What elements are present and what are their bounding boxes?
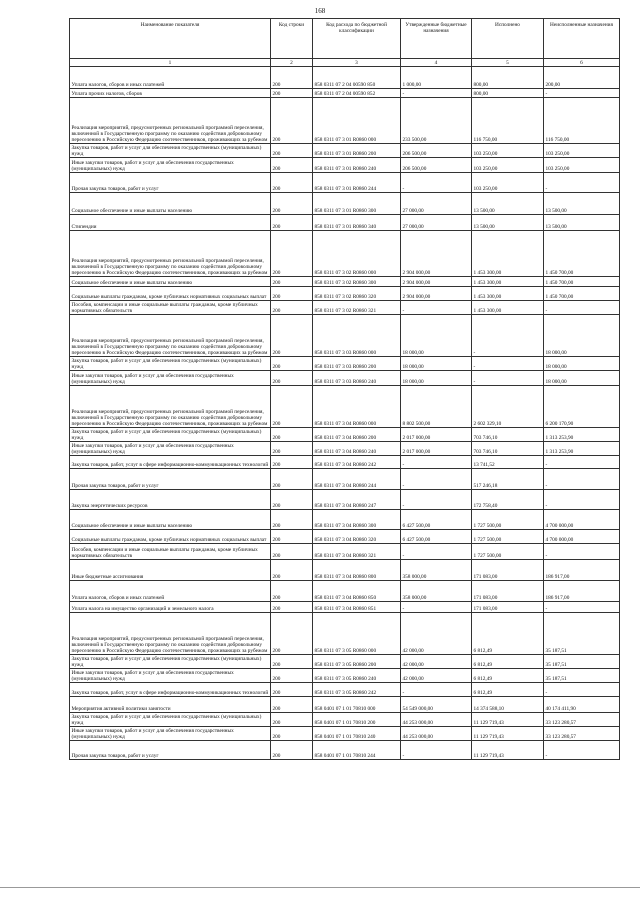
row-line-code-cell: 200	[271, 490, 313, 510]
row-name-cell: Уплата налога на имущество организаций и земельного налога	[70, 602, 271, 613]
row-approved-cell: 2 017 000,00	[401, 442, 472, 456]
row-name-cell: Уплата налогов, сборов и иных платежей	[70, 67, 271, 89]
row-line-code-cell: 200	[271, 510, 313, 530]
row-executed-cell: 116 750,00	[472, 98, 544, 144]
row-executed-cell: 172 758,40	[472, 490, 544, 510]
row-unexecuted-cell: -	[544, 683, 620, 697]
table-row	[70, 469, 620, 490]
table-row	[70, 530, 620, 544]
row-budget-code-cell: 858 0311 07 3 01 R0860 300	[313, 193, 401, 215]
row-executed-cell: 1 727 500,00	[472, 530, 544, 544]
row-unexecuted-cell: 13 500,00	[544, 193, 620, 215]
row-name-cell: Реализация мероприятий, предусмотренных региональной программой переселения, включенной в Государственную программу по оказанию содействия добровольному переселению в Российскую Федерацию соотечественников, проживающих за рубежом	[70, 386, 271, 428]
row-budget-code-cell: 858 0311 07 3 04 R0860 247	[313, 490, 401, 510]
table-row	[70, 442, 620, 456]
row-name-cell: Иные закупки товаров, работ и услуг для обеспечения государственных (муниципальных) нужд	[70, 669, 271, 683]
table-row	[70, 287, 620, 301]
column-number: 1	[70, 59, 271, 67]
row-line-code-cell: 200	[271, 371, 313, 386]
row-budget-code-cell: 858 0401 07 1 01 70810 000	[313, 697, 401, 713]
row-executed-cell: 103 250,00	[472, 144, 544, 158]
row-approved-cell: -	[401, 456, 472, 469]
col-header-approved: Утвержденные бюджетные назначения	[401, 19, 472, 59]
row-approved-cell: -	[401, 544, 472, 560]
row-line-code-cell: 200	[271, 89, 313, 98]
row-approved-cell: 18 000,00	[401, 371, 472, 386]
row-unexecuted-cell: 40 174 411,90	[544, 697, 620, 713]
table-row	[70, 602, 620, 613]
row-unexecuted-cell: 1 313 253,90	[544, 442, 620, 456]
row-approved-cell: -	[401, 602, 472, 613]
row-line-code-cell: 200	[271, 158, 313, 173]
row-approved-cell: 2 904 000,00	[401, 231, 472, 277]
row-name-cell: Закупка энергетических ресурсов	[70, 490, 271, 510]
row-executed-cell: -	[472, 371, 544, 386]
row-approved-cell: 18 000,00	[401, 357, 472, 371]
row-budget-code-cell: 858 0311 07 3 04 R0860 244	[313, 469, 401, 490]
row-name-cell: Уплата налогов, сборов и иных платежей	[70, 581, 271, 602]
row-budget-code-cell: 858 0311 07 3 04 R0860 240	[313, 442, 401, 456]
row-unexecuted-cell: 4 700 000,00	[544, 510, 620, 530]
row-approved-cell: -	[401, 741, 472, 760]
row-name-cell: Закупка товаров, работ и услуг для обеспечения государственных (муниципальных) нужд	[70, 428, 271, 442]
row-name-cell: Реализация мероприятий, предусмотренных региональной программой переселения, включенной в Государственную программу по оказанию содействия добровольному переселению в Российскую Федерацию соотечественников, проживающих за рубежом	[70, 613, 271, 655]
row-budget-code-cell: 858 0311 07 3 05 R0860 240	[313, 669, 401, 683]
row-budget-code-cell: 858 0401 07 1 01 70810 200	[313, 713, 401, 727]
row-unexecuted-cell: 1 450 700,00	[544, 231, 620, 277]
row-approved-cell: -	[401, 490, 472, 510]
row-line-code-cell: 200	[271, 173, 313, 193]
row-line-code-cell: 200	[271, 727, 313, 741]
row-unexecuted-cell: 33 123 280,57	[544, 727, 620, 741]
row-unexecuted-cell: 186 917,00	[544, 581, 620, 602]
page-bottom-rule	[0, 887, 640, 888]
row-budget-code-cell: 858 0311 07 3 04 R0860 320	[313, 530, 401, 544]
table-row	[70, 371, 620, 386]
budget-execution-table	[69, 18, 620, 760]
row-line-code-cell: 200	[271, 469, 313, 490]
row-line-code-cell: 200	[271, 544, 313, 560]
table-row	[70, 683, 620, 697]
row-budget-code-cell: 858 0401 07 1 01 70810 244	[313, 741, 401, 760]
row-name-cell: Закупка товаров, работ и услуг для обеспечения государственных (муниципальных) нужд	[70, 655, 271, 669]
row-line-code-cell: 200	[271, 98, 313, 144]
row-line-code-cell: 200	[271, 713, 313, 727]
row-unexecuted-cell: -	[544, 602, 620, 613]
table-row	[70, 215, 620, 231]
row-unexecuted-cell: 35 187,51	[544, 613, 620, 655]
row-budget-code-cell: 858 0311 07 3 02 R0860 320	[313, 287, 401, 301]
row-executed-cell: 1 453 300,00	[472, 287, 544, 301]
row-executed-cell: 11 129 719,43	[472, 727, 544, 741]
row-budget-code-cell: 858 0311 07 3 02 R0860 321	[313, 301, 401, 315]
row-budget-code-cell: 858 0311 07 3 04 R0860 321	[313, 544, 401, 560]
row-executed-cell: 703 746,10	[472, 442, 544, 456]
table-row	[70, 277, 620, 287]
row-budget-code-cell: 858 0311 07 3 01 R0860 340	[313, 215, 401, 231]
row-name-cell: Закупка товаров, работ и услуг для обеспечения государственных (муниципальных) нужд	[70, 713, 271, 727]
row-line-code-cell: 200	[271, 428, 313, 442]
row-approved-cell: 206 500,00	[401, 158, 472, 173]
row-line-code-cell: 200	[271, 315, 313, 357]
row-unexecuted-cell: 18 000,00	[544, 371, 620, 386]
row-unexecuted-cell: 18 000,00	[544, 315, 620, 357]
table-row	[70, 727, 620, 741]
table-row	[70, 98, 620, 144]
row-unexecuted-cell: 103 250,00	[544, 158, 620, 173]
table-body	[70, 67, 620, 760]
row-executed-cell: 171 083,00	[472, 560, 544, 581]
row-line-code-cell: 200	[271, 655, 313, 669]
row-line-code-cell: 200	[271, 741, 313, 760]
row-budget-code-cell: 858 0311 07 3 02 R0860 300	[313, 277, 401, 287]
row-name-cell: Пособия, компенсации и иные социальные выплаты гражданам, кроме публичных нормативных обязательств	[70, 544, 271, 560]
row-budget-code-cell: 858 0311 07 3 05 R0860 200	[313, 655, 401, 669]
row-line-code-cell: 200	[271, 560, 313, 581]
row-name-cell: Прочая закупка товаров, работ и услуг	[70, 173, 271, 193]
row-unexecuted-cell: -	[544, 490, 620, 510]
row-executed-cell: 13 741,52	[472, 456, 544, 469]
table-row	[70, 613, 620, 655]
row-unexecuted-cell: 116 750,00	[544, 98, 620, 144]
column-number: 5	[472, 59, 544, 67]
row-name-cell: Иные бюджетные ассигнования	[70, 560, 271, 581]
row-approved-cell: 42 000,00	[401, 613, 472, 655]
row-executed-cell: 14 374 588,10	[472, 697, 544, 713]
row-executed-cell: 6 812,49	[472, 613, 544, 655]
row-unexecuted-cell: 33 123 280,57	[544, 713, 620, 727]
row-budget-code-cell: 858 0311 07 3 04 R0860 300	[313, 510, 401, 530]
row-approved-cell: 44 253 000,00	[401, 713, 472, 727]
row-unexecuted-cell: 1 450 700,00	[544, 287, 620, 301]
table-row	[70, 173, 620, 193]
table-row	[70, 655, 620, 669]
table-row	[70, 193, 620, 215]
row-line-code-cell: 200	[271, 697, 313, 713]
row-name-cell: Иные закупки товаров, работ и услуг для обеспечения государственных (муниципальных) нужд	[70, 442, 271, 456]
row-line-code-cell: 200	[271, 357, 313, 371]
row-unexecuted-cell: -	[544, 456, 620, 469]
row-name-cell: Закупка товаров, работ, услуг в сфере информационно-коммуникационных технологий	[70, 456, 271, 469]
row-approved-cell: 233 500,00	[401, 98, 472, 144]
table-row	[70, 581, 620, 602]
row-budget-code-cell: 858 0311 07 3 04 R0860 851	[313, 602, 401, 613]
row-line-code-cell: 200	[271, 67, 313, 89]
row-budget-code-cell: 858 0311 07 3 01 R0860 000	[313, 98, 401, 144]
row-name-cell: Реализация мероприятий, предусмотренных региональной программой переселения, включенной в Государственную программу по оказанию содействия добровольному переселению в Российскую Федерацию соотечественников, проживающих за рубежом	[70, 231, 271, 277]
col-header-budget-code: Код расхода по бюджетной классификации	[313, 19, 401, 59]
row-line-code-cell: 200	[271, 613, 313, 655]
row-line-code-cell: 200	[271, 215, 313, 231]
row-approved-cell: 42 000,00	[401, 655, 472, 669]
row-line-code-cell: 200	[271, 193, 313, 215]
row-name-cell: Закупка товаров, работ, услуг в сфере информационно-коммуникационных технологий	[70, 683, 271, 697]
row-budget-code-cell: 858 0311 07 2 04 00590 852	[313, 89, 401, 98]
row-executed-cell: 13 500,00	[472, 215, 544, 231]
row-budget-code-cell: 858 0311 07 3 03 R0860 000	[313, 315, 401, 357]
row-approved-cell: 44 253 000,00	[401, 727, 472, 741]
row-unexecuted-cell: -	[544, 544, 620, 560]
row-name-cell: Социальное обеспечение и иные выплаты населению	[70, 510, 271, 530]
row-unexecuted-cell: 186 917,00	[544, 560, 620, 581]
column-number: 6	[544, 59, 620, 67]
row-approved-cell: 2 904 000,00	[401, 277, 472, 287]
row-name-cell: Закупка товаров, работ и услуг для обеспечения государственных (муниципальных) нужд	[70, 144, 271, 158]
row-approved-cell: 27 000,00	[401, 215, 472, 231]
row-executed-cell: 2 602 329,10	[472, 386, 544, 428]
row-approved-cell: 2 904 000,00	[401, 287, 472, 301]
table-row	[70, 456, 620, 469]
row-name-cell: Социальные выплаты гражданам, кроме публичных нормативных социальных выплат	[70, 530, 271, 544]
row-executed-cell: 517 246,18	[472, 469, 544, 490]
row-line-code-cell: 200	[271, 287, 313, 301]
table-row	[70, 357, 620, 371]
row-executed-cell: 800,00	[472, 89, 544, 98]
row-executed-cell: 1 453 300,00	[472, 301, 544, 315]
row-name-cell: Социальные выплаты гражданам, кроме публичных нормативных социальных выплат	[70, 287, 271, 301]
row-executed-cell: 6 812,49	[472, 655, 544, 669]
row-name-cell: Иные закупки товаров, работ и услуг для обеспечения государственных (муниципальных) нужд	[70, 371, 271, 386]
column-number-row	[70, 59, 620, 67]
table-row	[70, 669, 620, 683]
row-line-code-cell: 200	[271, 530, 313, 544]
table-row	[70, 544, 620, 560]
table-row	[70, 490, 620, 510]
table-row	[70, 697, 620, 713]
row-approved-cell: 54 549 000,00	[401, 697, 472, 713]
row-line-code-cell: 200	[271, 442, 313, 456]
row-budget-code-cell: 858 0311 07 3 01 R0860 244	[313, 173, 401, 193]
row-unexecuted-cell: -	[544, 301, 620, 315]
table-row	[70, 315, 620, 357]
row-approved-cell: -	[401, 683, 472, 697]
table-header-row	[70, 19, 620, 59]
col-header-name: Наименование показателя	[70, 19, 271, 59]
row-unexecuted-cell: 200,00	[544, 67, 620, 89]
row-name-cell: Иные закупки товаров, работ и услуг для обеспечения государственных (муниципальных) нужд	[70, 727, 271, 741]
row-line-code-cell: 200	[271, 144, 313, 158]
row-name-cell: Реализация мероприятий, предусмотренных региональной программой переселения, включенной в Государственную программу по оказанию содействия добровольному переселению в Российскую Федерацию соотечественников, проживающих за рубежом	[70, 98, 271, 144]
row-line-code-cell: 200	[271, 683, 313, 697]
row-budget-code-cell: 858 0401 07 1 01 70810 240	[313, 727, 401, 741]
row-unexecuted-cell: 6 200 170,90	[544, 386, 620, 428]
table-row	[70, 231, 620, 277]
row-approved-cell: 2 017 000,00	[401, 428, 472, 442]
row-executed-cell: 171 083,00	[472, 581, 544, 602]
row-approved-cell: -	[401, 301, 472, 315]
row-unexecuted-cell: 18 000,00	[544, 357, 620, 371]
row-name-cell: Прочая закупка товаров, работ и услуг	[70, 741, 271, 760]
row-name-cell: Реализация мероприятий, предусмотренных региональной программой переселения, включенной в Государственную программу по оказанию содействия добровольному переселению в Российскую Федерацию соотечественников, проживающих за рубежом	[70, 315, 271, 357]
row-approved-cell: -	[401, 173, 472, 193]
row-executed-cell: 6 812,49	[472, 669, 544, 683]
table-row	[70, 560, 620, 581]
table-row	[70, 741, 620, 760]
row-executed-cell: 703 746,10	[472, 428, 544, 442]
table-row	[70, 386, 620, 428]
row-unexecuted-cell: -	[544, 89, 620, 98]
row-approved-cell: -	[401, 469, 472, 490]
col-header-line-code: Код строки	[271, 19, 313, 59]
row-unexecuted-cell: 13 500,00	[544, 215, 620, 231]
row-budget-code-cell: 858 0311 07 3 03 R0860 200	[313, 357, 401, 371]
row-executed-cell: 6 812,49	[472, 683, 544, 697]
row-unexecuted-cell: 1 313 253,90	[544, 428, 620, 442]
row-approved-cell: 42 000,00	[401, 669, 472, 683]
row-name-cell: Социальное обеспечение и иные выплаты населению	[70, 277, 271, 287]
row-budget-code-cell: 858 0311 07 3 05 R0860 242	[313, 683, 401, 697]
row-budget-code-cell: 858 0311 07 3 02 R0860 000	[313, 231, 401, 277]
row-executed-cell: 103 250,00	[472, 158, 544, 173]
row-name-cell: Пособия, компенсации и иные социальные выплаты гражданам, кроме публичных нормативных обязательств	[70, 301, 271, 315]
row-approved-cell: 1 000,00	[401, 67, 472, 89]
row-line-code-cell: 200	[271, 301, 313, 315]
column-number: 2	[271, 59, 313, 67]
row-approved-cell: 8 802 500,00	[401, 386, 472, 428]
row-name-cell: Иные закупки товаров, работ и услуг для обеспечения государственных (муниципальных) нужд	[70, 158, 271, 173]
row-name-cell: Мероприятия активной политики занятости	[70, 697, 271, 713]
table-row	[70, 158, 620, 173]
row-executed-cell: 1 453 300,00	[472, 231, 544, 277]
row-executed-cell: 11 129 719,43	[472, 713, 544, 727]
row-approved-cell: 206 500,00	[401, 144, 472, 158]
row-unexecuted-cell: 35 187,51	[544, 655, 620, 669]
row-budget-code-cell: 858 0311 07 3 04 R0860 800	[313, 560, 401, 581]
row-line-code-cell: 200	[271, 581, 313, 602]
row-budget-code-cell: 858 0311 07 3 04 R0860 200	[313, 428, 401, 442]
row-executed-cell: -	[472, 357, 544, 371]
row-name-cell: Стипендии	[70, 215, 271, 231]
table-row	[70, 144, 620, 158]
col-header-unexecuted: Неисполненные назначения	[544, 19, 620, 59]
row-budget-code-cell: 858 0311 07 3 01 R0860 240	[313, 158, 401, 173]
row-approved-cell: -	[401, 89, 472, 98]
row-line-code-cell: 200	[271, 386, 313, 428]
row-executed-cell: 13 500,00	[472, 193, 544, 215]
row-unexecuted-cell: -	[544, 741, 620, 760]
row-budget-code-cell: 858 0311 07 3 05 R0860 000	[313, 613, 401, 655]
row-name-cell: Прочая закупка товаров, работ и услуг	[70, 469, 271, 490]
column-number: 4	[401, 59, 472, 67]
row-name-cell: Социальное обеспечение и иные выплаты населению	[70, 193, 271, 215]
row-line-code-cell: 200	[271, 231, 313, 277]
row-line-code-cell: 200	[271, 456, 313, 469]
table-row	[70, 713, 620, 727]
row-approved-cell: 358 000,00	[401, 560, 472, 581]
row-unexecuted-cell: 35 187,51	[544, 669, 620, 683]
col-header-executed: Исполнено	[472, 19, 544, 59]
table-row	[70, 301, 620, 315]
table-row	[70, 67, 620, 89]
row-budget-code-cell: 858 0311 07 3 01 R0860 200	[313, 144, 401, 158]
row-budget-code-cell: 858 0311 07 3 04 R0860 000	[313, 386, 401, 428]
table-row	[70, 428, 620, 442]
row-unexecuted-cell: -	[544, 469, 620, 490]
row-executed-cell: 1 727 500,00	[472, 544, 544, 560]
row-executed-cell: 1 453 300,00	[472, 277, 544, 287]
row-budget-code-cell: 858 0311 07 3 03 R0860 240	[313, 371, 401, 386]
row-line-code-cell: 200	[271, 602, 313, 613]
row-approved-cell: 27 000,00	[401, 193, 472, 215]
row-approved-cell: 6 427 500,00	[401, 510, 472, 530]
row-executed-cell: 171 083,00	[472, 602, 544, 613]
row-name-cell: Закупка товаров, работ и услуг для обеспечения государственных (муниципальных) нужд	[70, 357, 271, 371]
row-name-cell: Уплата прочих налогов, сборов	[70, 89, 271, 98]
page-number: 168	[314, 7, 326, 15]
row-executed-cell: 1 727 500,00	[472, 510, 544, 530]
table-row	[70, 89, 620, 98]
row-unexecuted-cell: 1 450 700,00	[544, 277, 620, 287]
row-approved-cell: 18 000,00	[401, 315, 472, 357]
column-number: 3	[313, 59, 401, 67]
row-approved-cell: 6 427 500,00	[401, 530, 472, 544]
table-row	[70, 510, 620, 530]
row-budget-code-cell: 858 0311 07 3 04 R0860 242	[313, 456, 401, 469]
row-executed-cell: 11 129 719,43	[472, 741, 544, 760]
row-line-code-cell: 200	[271, 277, 313, 287]
row-unexecuted-cell: 4 700 000,00	[544, 530, 620, 544]
row-budget-code-cell: 858 0311 07 2 04 00590 850	[313, 67, 401, 89]
row-executed-cell: 800,00	[472, 67, 544, 89]
row-line-code-cell: 200	[271, 669, 313, 683]
row-executed-cell: 103 250,00	[472, 173, 544, 193]
row-approved-cell: 358 000,00	[401, 581, 472, 602]
row-unexecuted-cell: -	[544, 173, 620, 193]
row-unexecuted-cell: 103 250,00	[544, 144, 620, 158]
row-budget-code-cell: 858 0311 07 3 04 R0860 850	[313, 581, 401, 602]
row-executed-cell: -	[472, 315, 544, 357]
